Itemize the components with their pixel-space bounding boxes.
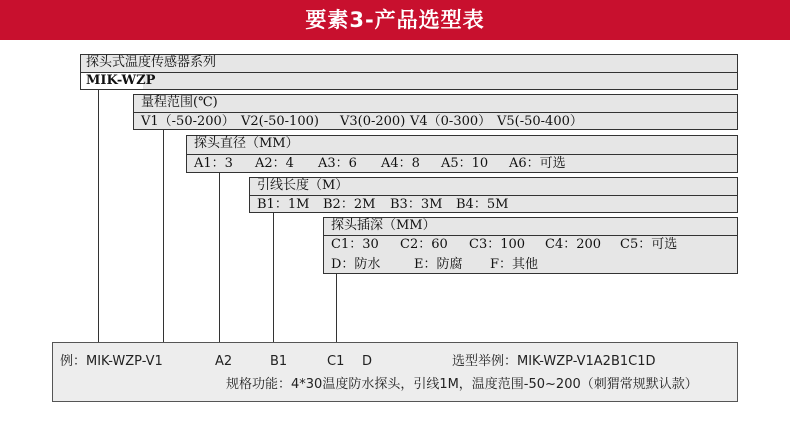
depth-option: C4：200	[545, 237, 602, 252]
range-option: V1（-50-200）	[141, 114, 235, 129]
example-prefix: 例：MIK-WZP-V1	[60, 354, 163, 369]
depth-option: D：防水	[331, 257, 381, 272]
diameter-option: A5：10	[441, 156, 489, 171]
example-model: 选型举例：MIK-WZP-V1A2B1C1D	[452, 354, 656, 369]
diameter-label: 探头直径（MM）	[194, 136, 299, 151]
diameter-option: A1：3	[194, 156, 233, 171]
connector-series	[98, 90, 99, 342]
depth-option: C1：30	[331, 237, 379, 252]
example-c: C1	[327, 354, 345, 369]
depth-label: 探头插深（MM）	[331, 218, 436, 233]
depth-option: C2：60	[400, 237, 448, 252]
example-d: D	[362, 354, 373, 369]
diameter-option: A2：4	[255, 156, 294, 171]
series-model: MIK-WZP	[86, 73, 156, 88]
range-option: V2(-50-100)	[241, 114, 319, 129]
lead-option: B1：1M	[257, 197, 310, 212]
lead-option: B4：5M	[456, 197, 509, 212]
lead-label: 引线长度（M）	[257, 178, 349, 193]
connector-diameter	[219, 173, 220, 342]
lead-option: B3：3M	[390, 197, 443, 212]
range-option: V4（0-300）	[410, 114, 492, 129]
range-option: V5(-50-400）	[497, 114, 583, 129]
example-spec: 规格功能：4*30温度防水探头，引线1M，温度范围-50~200（刺猬常规默认款）	[226, 377, 698, 392]
diameter-option: A3：6	[318, 156, 357, 171]
example-a: A2	[215, 354, 233, 369]
range-option: V3(0-200)	[340, 114, 406, 129]
lead-option: B2：2M	[323, 197, 376, 212]
depth-option: C5：可选	[620, 237, 678, 252]
series-label: 探头式温度传感器系列	[86, 55, 217, 70]
depth-option: F：其他	[490, 257, 539, 272]
depth-option: E：防腐	[414, 257, 463, 272]
connector-depth	[336, 274, 337, 342]
connector-range	[163, 130, 164, 342]
range-label: 量程范围(℃)	[141, 95, 218, 110]
diameter-option: A6：可选	[509, 156, 566, 171]
depth-option: C3：100	[469, 237, 526, 252]
diameter-option: A4：8	[381, 156, 420, 171]
page-title: 要素3-产品选型表	[305, 8, 485, 32]
connector-lead	[273, 213, 274, 342]
example-b: B1	[270, 354, 288, 369]
